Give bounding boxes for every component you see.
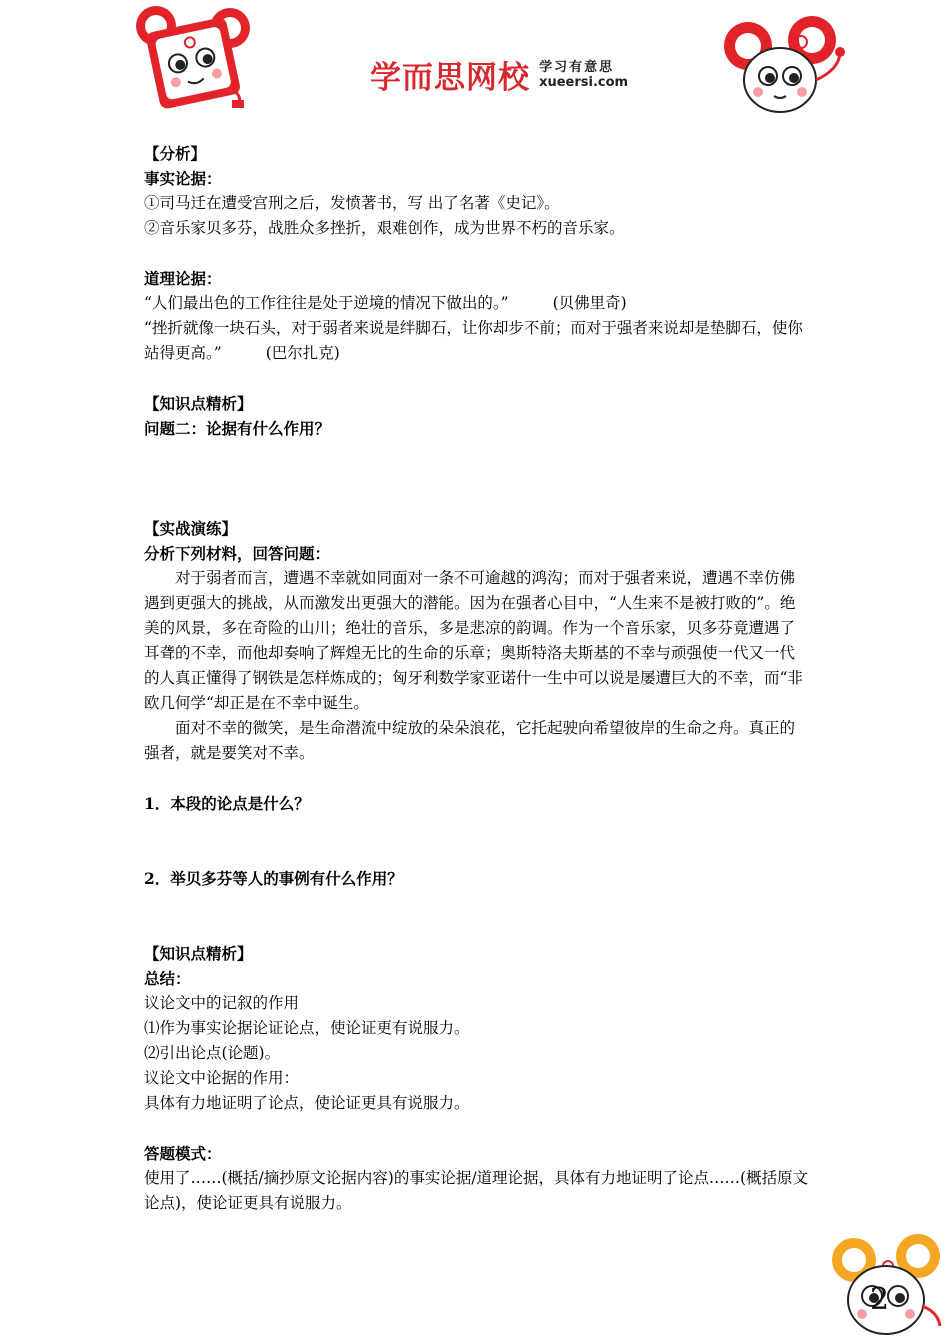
fact-evidence-label: 事实论据：: [144, 169, 222, 188]
question-two: 问题二：论据有什么作用？: [144, 419, 331, 438]
mascot-left-icon: [132, 2, 256, 114]
practice-paragraph: 面对不幸的微笑，是生命潜流中绽放的朵朵浪花，它托起驶向希望彼岸的生命之舟。真正的强者，就是要笑对不幸。: [144, 719, 796, 762]
fact-evidence-item: ②音乐家贝多芬，战胜众多挫折，艰难创作，成为世界不朽的音乐家。: [144, 219, 625, 237]
evidence-title: 议论文中论据的作用：: [144, 1069, 300, 1087]
brand-slogan: 学习有意思: [539, 59, 615, 75]
analysis-heading: 【分析】: [144, 144, 207, 163]
knowledge-heading: 【知识点精析】: [144, 944, 253, 963]
narrative-title: 议论文中的记叙的作用: [144, 994, 300, 1012]
quote-text: “挫折就像一块石头，对于弱者来说是绊脚石，让你却步不前；而对于强者来说却是垫脚石，使你站得更高。”: [144, 319, 803, 362]
practice-heading: 【实战演练】: [144, 519, 238, 538]
brand-logo: [370, 52, 628, 97]
page-number: 2: [870, 1282, 890, 1317]
summary-label: 总结：: [144, 969, 191, 988]
answer-pattern-label: 答题模式：: [144, 1144, 222, 1163]
practice-question-1: 1．本段的论点是什么？: [144, 794, 310, 813]
document-body: [144, 141, 810, 1216]
mascot-right-icon: [718, 10, 850, 116]
narrative-item: ⑵引出论点(论题)。: [144, 1044, 281, 1062]
answer-pattern-text: 使用了……(概括/摘抄原文论据内容)的事实论据/道理论据，具体有力地证明了论点……(概括原文论点)，使论证更具有说服力。: [144, 1169, 809, 1212]
practice-paragraph: 对于弱者而言，遭遇不幸就如同面对一条不可逾越的鸿沟；而对于强者来说，遭遇不幸仿佛遇到更强大的挑战，从而激发出更强大的潜能。因为在强者心目中，“人生来不是被打败的”。绝美的风景，多在奇险的山川；绝壮的音乐，多是悲凉的韵调。作为一个音乐家，贝多芬竟遭遇了耳聋的不幸，而他却奏响了辉煌无比的生命的乐章；奥斯特洛夫斯基的不幸与顽强使一代又一代的人真正懂得了钢铁是怎样炼成的；匈牙利数学家亚诺什一生中可以说是屡遭巨大的不幸，而“非欧几何学“却正是在不幸中诞生。: [144, 569, 803, 712]
fact-evidence-item: ①司马迁在遭受宫刑之后，发愤著书，写 出了名著《史记》。: [144, 194, 560, 212]
quote-source: (贝佛里奇): [552, 294, 627, 312]
brand-url: xueersi.com: [539, 74, 629, 90]
practice-question-2: 2．举贝多芬等人的事例有什么作用？: [144, 869, 403, 888]
quote-source: (巴尔扎克): [265, 344, 340, 362]
evidence-text: 具体有力地证明了论点，使论证更具有说服力。: [144, 1094, 470, 1112]
reason-evidence-label: 道理论据：: [144, 269, 222, 288]
page-header: [0, 0, 950, 120]
quote-line: [144, 291, 810, 316]
narrative-item: ⑴作为事实论据论证论点，使论证更有说服力。: [144, 1019, 470, 1037]
quote-line: [144, 316, 810, 366]
quote-text: “人们最出色的工作往往是处于逆境的情况下做出的。”: [144, 294, 509, 312]
knowledge-heading: 【知识点精析】: [144, 394, 253, 413]
practice-instruction: 分析下列材料，回答问题：: [144, 544, 331, 563]
brand-name: 学而思网校: [370, 60, 530, 96]
